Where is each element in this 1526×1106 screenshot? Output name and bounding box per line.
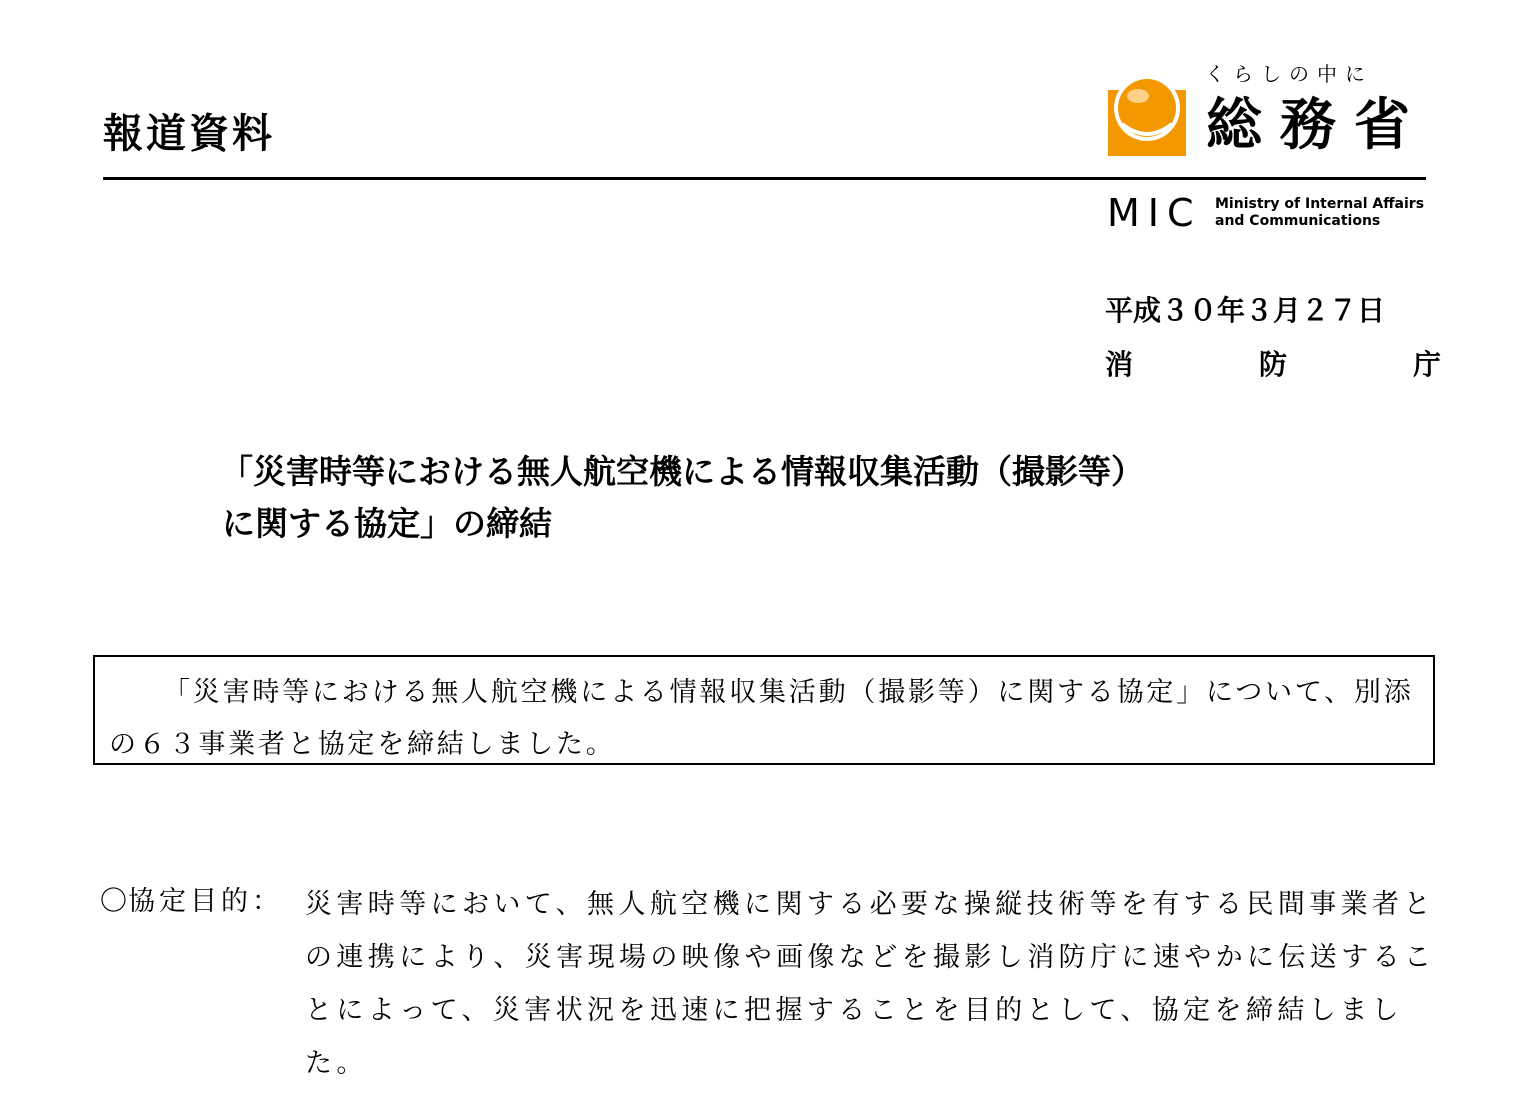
circle-bullet-icon: 〇 [100, 886, 131, 917]
logo-english-line-1: Ministry of Internal Affairs [1215, 196, 1425, 212]
issuing-agency [1105, 346, 1441, 384]
purpose-label: 協定目的： [128, 886, 283, 917]
header-divider [103, 177, 1426, 180]
logo-abbreviation: MIC [1107, 191, 1202, 235]
issuer-char: 庁 [1412, 348, 1441, 381]
purpose-heading [100, 878, 283, 926]
issuer-char: 消 [1105, 348, 1134, 381]
title-line-2: に関する協定」の締結 [222, 504, 552, 543]
logo-english-line-2: and Communications [1215, 213, 1381, 229]
ministry-logo-icon [1108, 72, 1186, 156]
logo-ministry-name: 総務省 [1206, 93, 1428, 158]
summary-box [93, 655, 1435, 765]
summary-text: 「災害時等における無人航空機による情報収集活動（撮影等）に関する協定」について、別添の６３事業者と協定を締結しました。 [109, 677, 1414, 760]
logo-tagline: くらしの中に [1205, 62, 1373, 86]
purpose-text: 災害時等において、無人航空機に関する必要な操縦技術等を有する民間事業者との連携により、災害現場の映像や画像などを撮影し消防庁に速やかに伝送することによって、災害状況を迅速に把握することを目的として、協定を締結しました。 [305, 889, 1436, 1079]
title-line-1: 「災害時等における無人航空機による情報収集活動（撮影等） [220, 452, 1144, 491]
release-date: 平成３０年３月２７日 [1105, 294, 1386, 327]
logo-english-name [1215, 196, 1424, 230]
press-release-title [222, 446, 1332, 550]
document-type-label: 報道資料 [103, 111, 275, 157]
issuer-char: 防 [1258, 348, 1287, 381]
